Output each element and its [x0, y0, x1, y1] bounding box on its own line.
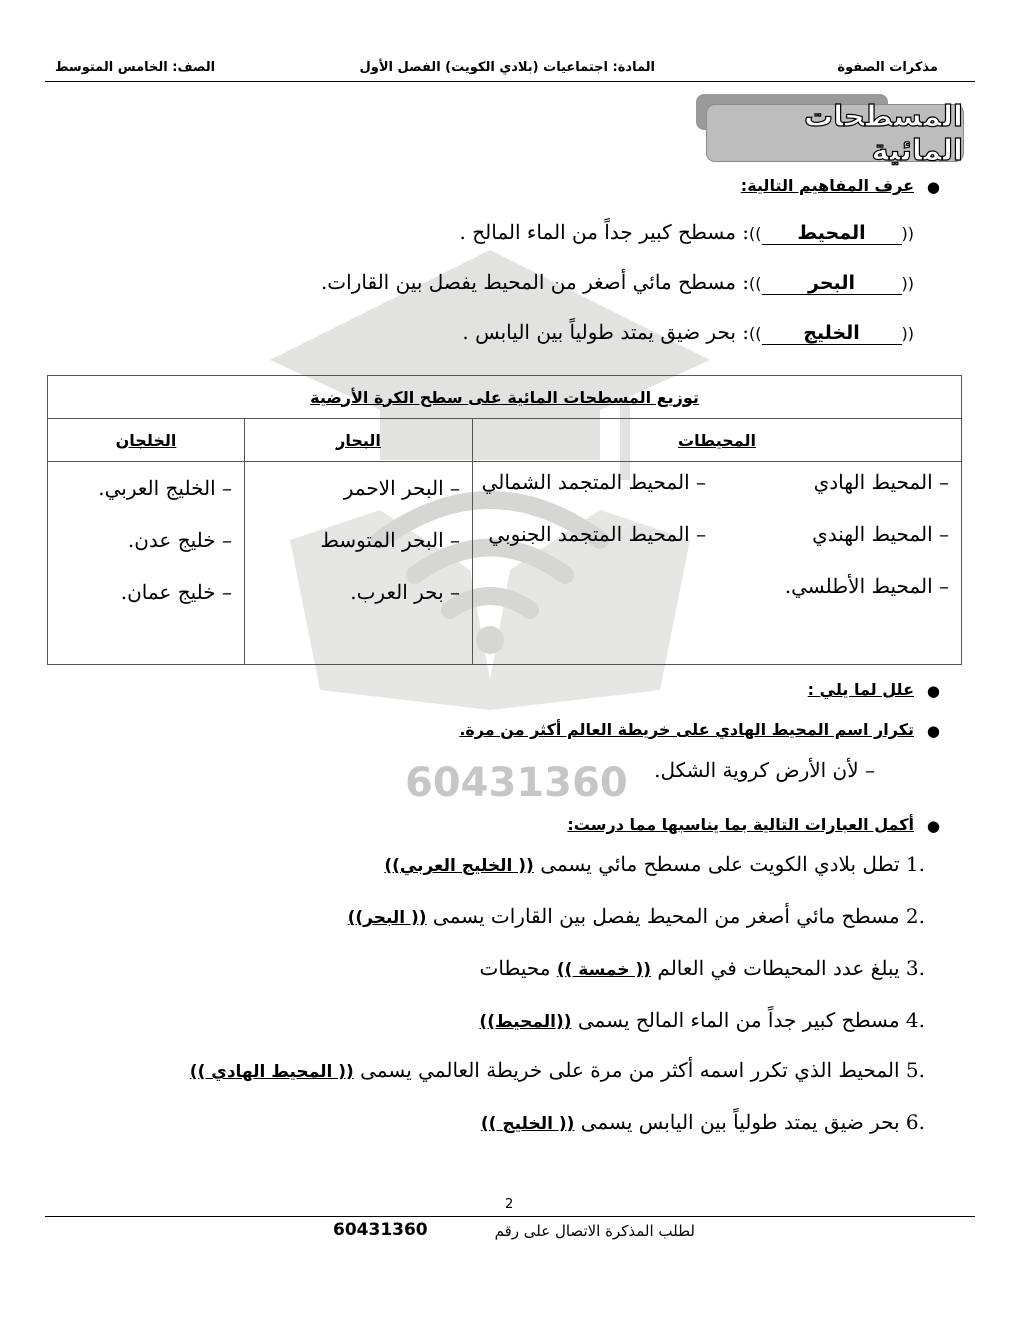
definition-term: المحيط	[762, 222, 902, 245]
bullet-icon: ●	[926, 178, 940, 196]
ocean-item: – المحيط الهادي	[813, 470, 949, 494]
gulfs-cell	[48, 462, 245, 665]
definition-text: : مسطح كبير جداً من الماء المالح .	[459, 220, 750, 244]
gulfs-header: الخلجان	[48, 419, 245, 462]
sea-item: – البحر الاحمر	[343, 476, 460, 500]
definition-text: : مسطح مائي أصغر من المحيط يفصل بين القارات.	[320, 270, 750, 294]
oceans-cell	[473, 462, 962, 665]
footer-contact-number: 60431360	[333, 1220, 428, 1240]
table-title: توزيع المسطحات المائية على سطح الكرة الأرضية	[48, 376, 962, 419]
completion-heading: أكمل العبارات التالية بما يناسبها مما درست:	[567, 815, 914, 834]
header-grade: الصف: الخامس المتوسط	[55, 60, 216, 75]
gulf-item: – الخليج العربي.	[98, 476, 232, 500]
gulf-item: – خليج عمان.	[120, 580, 232, 604]
oceans-header: المحيطات	[473, 419, 962, 462]
header-divider	[45, 81, 975, 82]
completion-item: .1 تطل بلادي الكويت على مسطح مائي يسمى (( الخليج العربي))	[384, 852, 925, 876]
definition-text: : بحر ضيق يمتد طولياً بين اليابس .	[462, 320, 750, 344]
ocean-item: – المحيط الهندي	[812, 522, 949, 546]
sea-item: – بحر العرب.	[350, 580, 460, 604]
bullet-icon: ●	[926, 682, 940, 700]
gulf-item: – خليج عدن.	[127, 528, 232, 552]
bullet-icon: ●	[926, 817, 940, 835]
ocean-item: – المحيط الأطلسي.	[784, 574, 949, 598]
page-title: المسطحات المائية	[804, 99, 963, 167]
reasoning-answer: – لأن الأرض كروية الشكل.	[654, 758, 875, 782]
completion-answer: (( خمسة ))	[556, 960, 652, 980]
ocean-item: – المحيط المتجمد الجنوبي	[488, 522, 706, 546]
definition-term: البحر	[762, 272, 902, 295]
header-subject: المادة: اجتماعيات (بلادي الكويت) الفصل الأول	[359, 60, 655, 75]
definition-row: (( الخليج )) : بحر ضيق يمتد طولياً بين اليابس .	[462, 320, 914, 344]
definition-row: (( المحيط )) : مسطح كبير جداً من الماء المالح .	[459, 220, 914, 244]
definitions-heading: عرف المفاهيم التالية:	[740, 176, 914, 195]
completion-item: .5 المحيط الذي تكرر اسمه أكثر من مرة على خريطة العالمي يسمى (( المحيط الهادي ))	[189, 1058, 925, 1082]
definition-term: الخليج	[762, 322, 902, 345]
completion-answer: ((المحيط))	[479, 1012, 572, 1032]
bullet-icon: ●	[926, 722, 940, 740]
page-title-box	[706, 99, 964, 167]
footer-contact-text: لطلب المذكرة الاتصال على رقم	[494, 1222, 695, 1240]
completion-item: .6 بحر ضيق يمتد طولياً بين اليابس يسمى (( الخليج ))	[480, 1110, 925, 1134]
completion-answer: (( الخليج العربي))	[384, 856, 534, 876]
completion-item: .4 مسطح كبير جداً من الماء المالح يسمى ((المحيط))	[479, 1008, 925, 1032]
sea-item: – البحر المتوسط	[320, 528, 460, 552]
watermark-phone: 60431360	[405, 760, 628, 806]
completion-answer: (( المحيط الهادي ))	[189, 1062, 354, 1082]
reasoning-question: تكرار اسم المحيط الهادي على خريطة العالم أكثر من مرة.	[459, 720, 914, 739]
seas-cell	[245, 462, 473, 665]
completion-item: .2 مسطح مائي أصغر من المحيط يفصل بين القارات يسمى (( البحر))	[347, 904, 925, 928]
reasoning-heading: علل لما يلي :	[807, 680, 914, 699]
completion-answer: (( الخليج ))	[480, 1114, 575, 1134]
distribution-table	[47, 375, 962, 665]
seas-header: البحار	[245, 419, 473, 462]
page-number: 2	[505, 1197, 514, 1212]
completion-item: .3 يبلغ عدد المحيطات في العالم (( خمسة )) محيطات	[479, 956, 925, 980]
footer-divider	[45, 1216, 975, 1217]
ocean-item: – المحيط المتجمد الشمالي	[481, 470, 706, 494]
header-source: مذكرات الصفوة	[837, 60, 938, 75]
definition-row: (( البحر )) : مسطح مائي أصغر من المحيط يفصل بين القارات.	[320, 270, 914, 294]
completion-answer: (( البحر))	[347, 908, 427, 928]
